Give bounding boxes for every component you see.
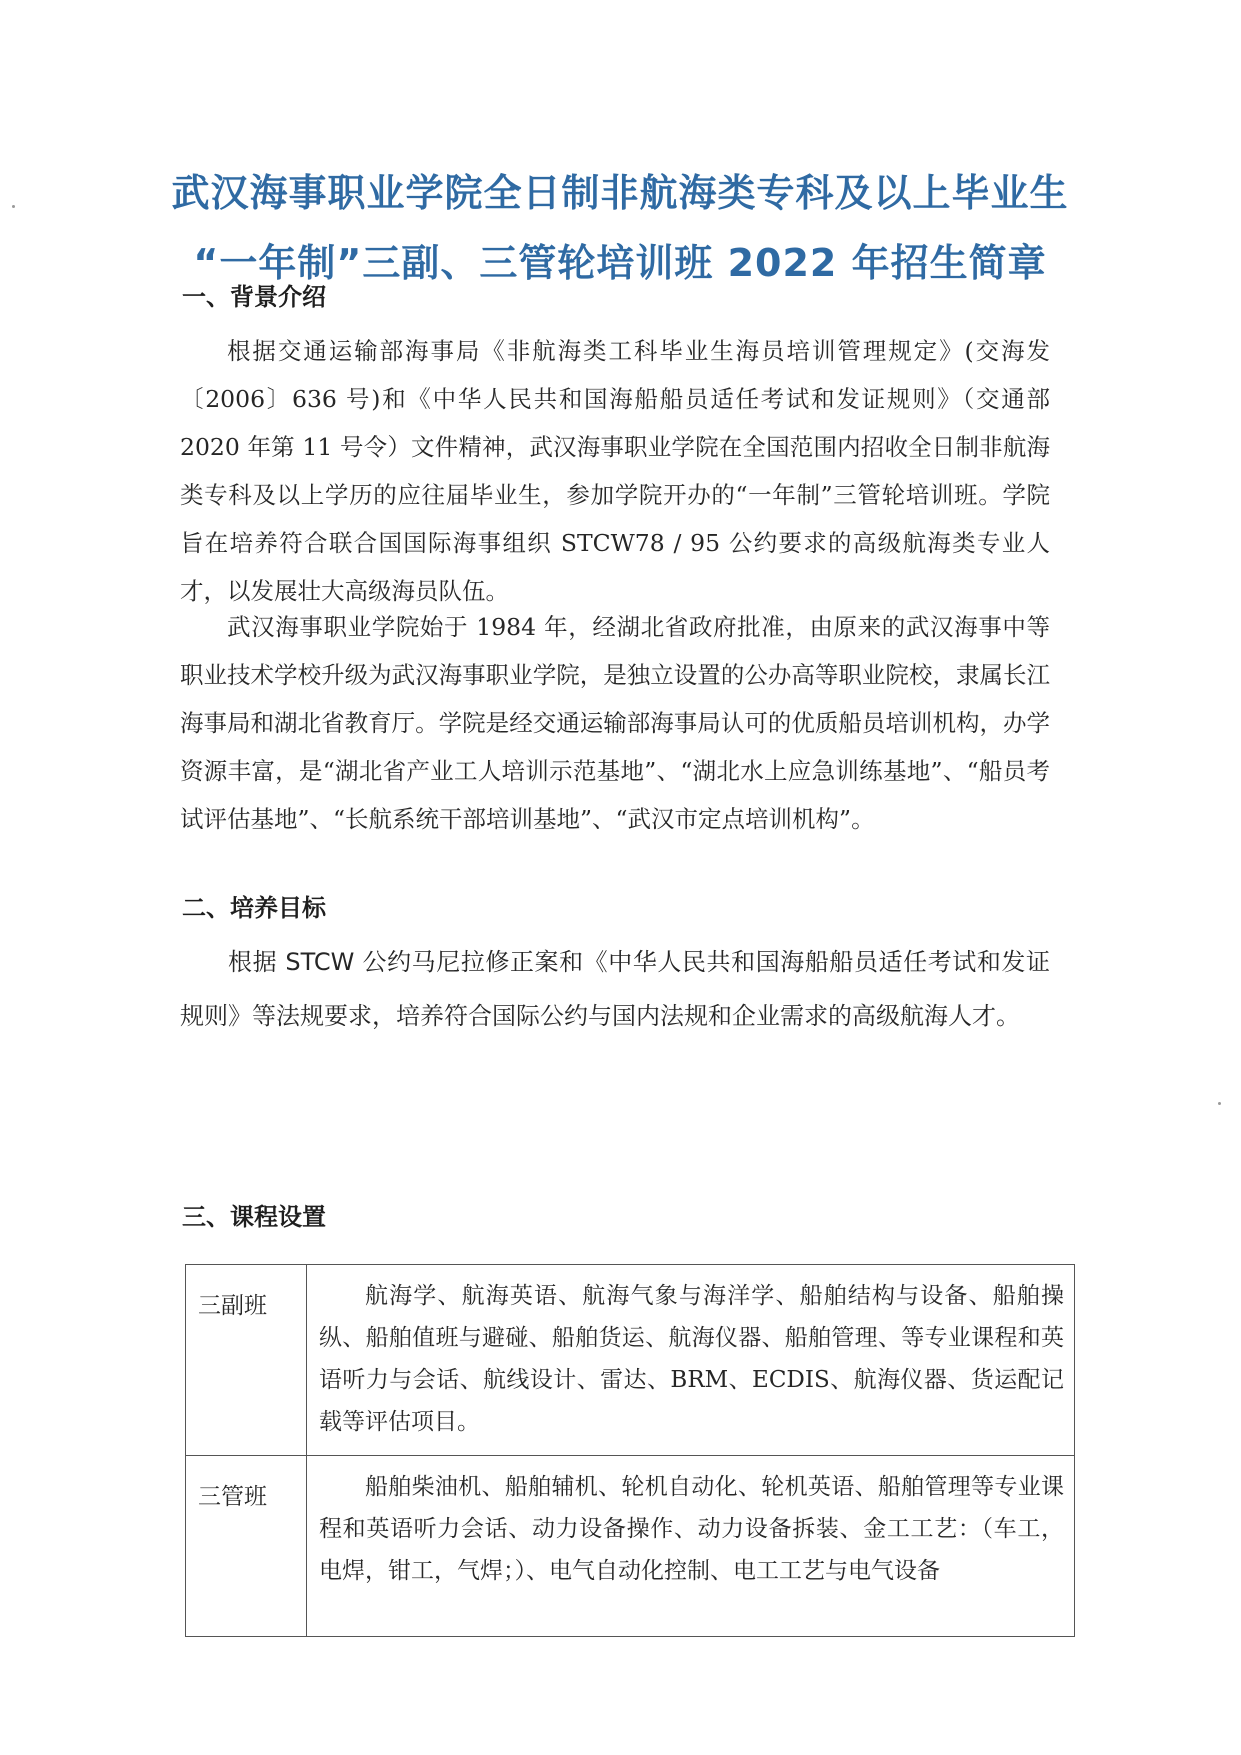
table-cell-course-list: 航海学、航海英语、航海气象与海洋学、船舶结构与设备、船舶操纵、船舶值班与避碰、船舶货运、航海仪器、船舶管理、等专业课程和英语听力与会话、航线设计、雷达、BRM、ECDIS、航海仪器、货运配记载等评估项目。 [307, 1265, 1075, 1456]
paragraph-background-2: 武汉海事职业学院始于 1984 年，经湖北省政府批准，由原来的武汉海事中等职业技术学校升级为武汉海事职业学院，是独立设置的公办高等职业院校，隶属长江海事局和湖北省教育厅。学院是经交通运输部海事局认可的优质船员培训机构，办学资源丰富，是“湖北省产业工人培训示范基地”、“湖北水上应急训练基地”、“船员考试评估基地”、“长航系统干部培训基地”、“武汉市定点培训机构”。 [180, 613, 1050, 833]
course-table [185, 1264, 1075, 1637]
document-title-line-2: “一年制”三副、三管轮培训班 2022 年招生简章 [193, 241, 1047, 285]
section-heading-objectives: 二、培养目标 [182, 894, 326, 922]
document-title-line-1: 武汉海事职业学院全日制非航海类专科及以上毕业生 [171, 171, 1069, 215]
table-row [186, 1265, 1075, 1456]
table-row [186, 1456, 1075, 1637]
table-cell-class-name: 三副班 [186, 1265, 307, 1456]
section-heading-courses: 三、课程设置 [182, 1203, 326, 1231]
table-cell-class-name: 三管班 [186, 1456, 307, 1637]
paragraph-objectives: 根据 STCW 公约马尼拉修正案和《中华人民共和国海船船员适任考试和发证规则》等法规要求，培养符合国际公约与国内法规和企业需求的高级航海人才。 [180, 948, 1050, 1030]
scan-speck [1218, 1102, 1221, 1105]
section-heading-background: 一、背景介绍 [182, 283, 326, 311]
paragraph-background-1: 根据交通运输部海事局《非航海类工科毕业生海员培训管理规定》(交海发〔2006〕636 号)和《中华人民共和国海船船员适任考试和发证规则》（交通部 2020 年第 11 号令）文件精神，武汉海事职业学院在全国范围内招收全日制非航海类专科及以上学历的应往届毕业生，参加学院开办的“一年制”三管轮培训班。学院旨在培养符合联合国国际海事组织 STCW78 / 95 公约要求的高级航海类专业人才，以发展壮大高级海员队伍。 [180, 337, 1050, 605]
table-cell-course-list: 船舶柴油机、船舶辅机、轮机自动化、轮机英语、船舶管理等专业课程和英语听力会话、动力设备操作、动力设备拆装、金工工艺：（车工，电焊，钳工，气焊；）、电气自动化控制、电工工艺与电气设备 [307, 1456, 1075, 1637]
scan-speck [12, 205, 15, 208]
